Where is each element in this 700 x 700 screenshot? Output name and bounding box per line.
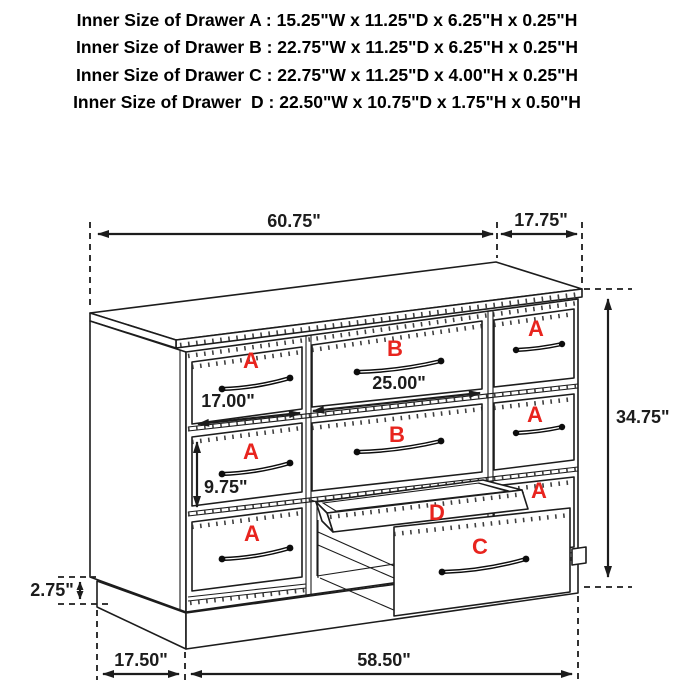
drawer-a-height-label: 9.75" bbox=[204, 477, 248, 497]
drawer-a3-right-letter: A bbox=[531, 478, 547, 503]
drawer-c-pulled-out bbox=[394, 508, 586, 616]
drawer-a3-front bbox=[192, 508, 302, 591]
drawer-a2-right-letter: A bbox=[527, 402, 543, 427]
bottom-depth-label: 17.50" bbox=[114, 650, 168, 670]
drawer-d-letter: D bbox=[429, 500, 445, 525]
height-label: 34.75" bbox=[616, 407, 670, 427]
top-width-label: 60.75" bbox=[267, 211, 321, 231]
height-dimension bbox=[584, 289, 670, 587]
drawer-b1-letter: B bbox=[387, 336, 403, 361]
drawer-c-panel bbox=[394, 508, 570, 616]
drawer-b-width-label: 25.00" bbox=[372, 373, 426, 393]
drawer-a1-right-letter: A bbox=[528, 316, 544, 341]
side-face bbox=[90, 321, 186, 612]
drawer-a2-letter: A bbox=[243, 439, 259, 464]
drawer-a-width-label: 17.00" bbox=[201, 391, 255, 411]
drawer-a1-right-front bbox=[494, 309, 574, 387]
drawer-a3-letter: A bbox=[244, 521, 260, 546]
left-side-panel bbox=[90, 321, 186, 612]
top-depth-label: 17.75" bbox=[514, 210, 568, 230]
drawer-a2-right-front bbox=[494, 394, 574, 470]
bottom-width-label: 58.50" bbox=[357, 650, 411, 670]
slide-bracket bbox=[572, 547, 586, 565]
drawer-b2-letter: B bbox=[389, 422, 405, 447]
spec-line-drawer-b: Inner Size of Drawer B : 22.75"W x 11.25"D x 6.25"H x 0.25"H bbox=[75, 37, 579, 58]
drawer-c-letter: C bbox=[472, 534, 488, 559]
drawer-a1-letter: A bbox=[243, 348, 259, 373]
base-height-label: 2.75" bbox=[30, 580, 74, 600]
spec-line-drawer-c: Inner Size of Drawer C : 22.75"W x 11.25"D x 4.00"H x 0.25"H bbox=[75, 64, 579, 85]
spec-line-drawer-d: Inner Size of Drawer D : 22.50"W x 10.75"D x 1.75"H x 0.50"H bbox=[73, 92, 581, 113]
spec-line-drawer-a: Inner Size of Drawer A : 15.25"W x 11.25"D x 6.25"H x 0.25"H bbox=[76, 10, 578, 30]
